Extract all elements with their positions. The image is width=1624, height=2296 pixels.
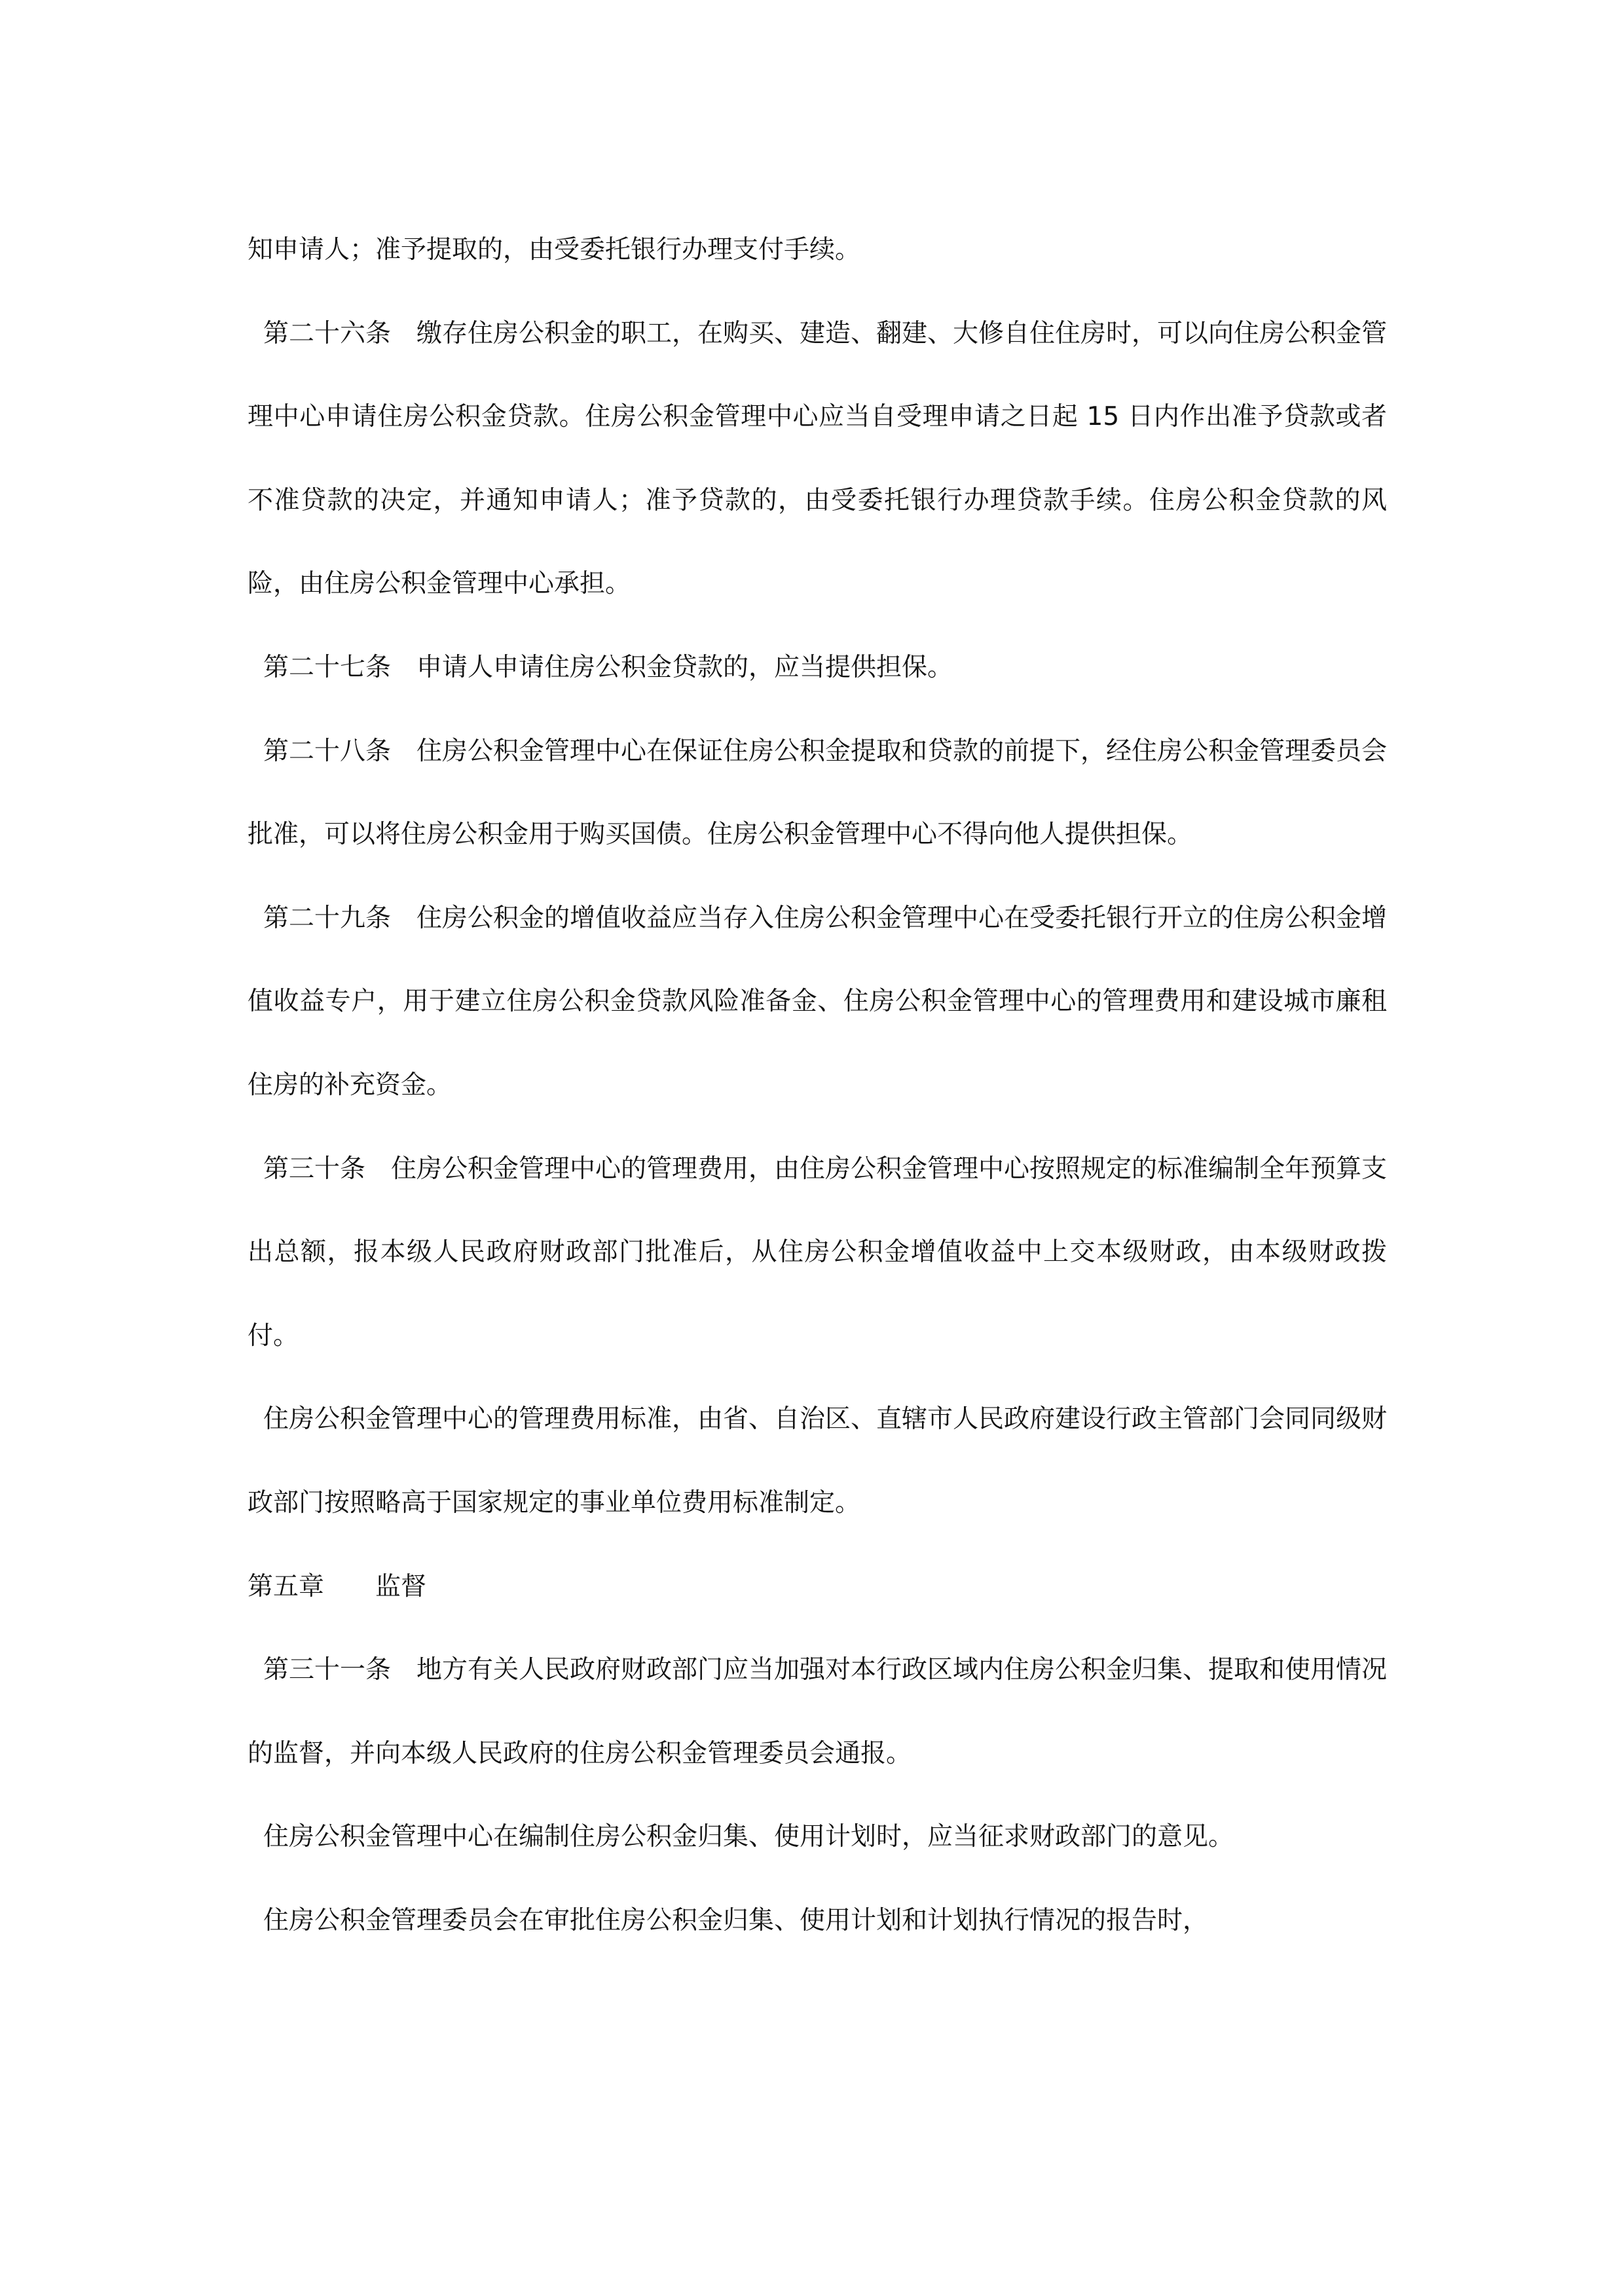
article-29: 第二十九条 住房公积金的增值收益应当存入住房公积金管理中心在受委托银行开立的住房公积金增值收益专户，用于建立住房公积金贷款风险准备金、住房公积金管理中心的管理费用和建设城市廉租住房的补充资金。 — [248, 903, 1388, 1100]
article-26: 第二十六条 缴存住房公积金的职工，在购买、建造、翻建、大修自住住房时，可以向住房公积金管理中心申请住房公积金贷款。住房公积金管理中心应当自受理申请之日起 15 日内作出准予贷款或者不准贷款的决定，并通知申请人；准予贷款的，由受委托银行办理贷款手续。住房公积金贷款的风险，由住房公积金管理中心承担。 — [248, 318, 1388, 599]
article-31-paragraph-3: 住房公积金管理委员会在审批住房公积金归集、使用计划和计划执行情况的报告时， — [263, 1905, 1209, 1935]
article-31: 第三十一条 地方有关人民政府财政部门应当加强对本行政区域内住房公积金归集、提取和使用情况的监督，并向本级人民政府的住房公积金管理委员会通报。 — [248, 1655, 1388, 1768]
chapter-heading: 第五章 监督 — [248, 1571, 427, 1601]
article-28: 第二十八条 住房公积金管理中心在保证住房公积金提取和贷款的前提下，经住房公积金管理委员会批准，可以将住房公积金用于购买国债。住房公积金管理中心不得向他人提供担保。 — [248, 736, 1388, 850]
article-31-paragraph-2: 住房公积金管理中心在编制住房公积金归集、使用计划时，应当征求财政部门的意见。 — [263, 1822, 1234, 1852]
article-27: 第二十七条 申请人申请住房公积金贷款的，应当提供担保。 — [263, 652, 953, 682]
paragraph-continuation: 知申请人；准予提取的，由受委托银行办理支付手续。 — [248, 235, 861, 264]
article-30-paragraph-2: 住房公积金管理中心的管理费用标准，由省、自治区、直辖市人民政府建设行政主管部门会同同级财政部门按照略高于国家规定的事业单位费用标准制定。 — [248, 1404, 1388, 1518]
article-30: 第三十条 住房公积金管理中心的管理费用，由住房公积金管理中心按照规定的标准编制全年预算支出总额，报本级人民政府财政部门批准后，从住房公积金增值收益中上交本级财政，由本级财政拨付。 — [248, 1154, 1388, 1351]
document-body — [248, 208, 1387, 1962]
